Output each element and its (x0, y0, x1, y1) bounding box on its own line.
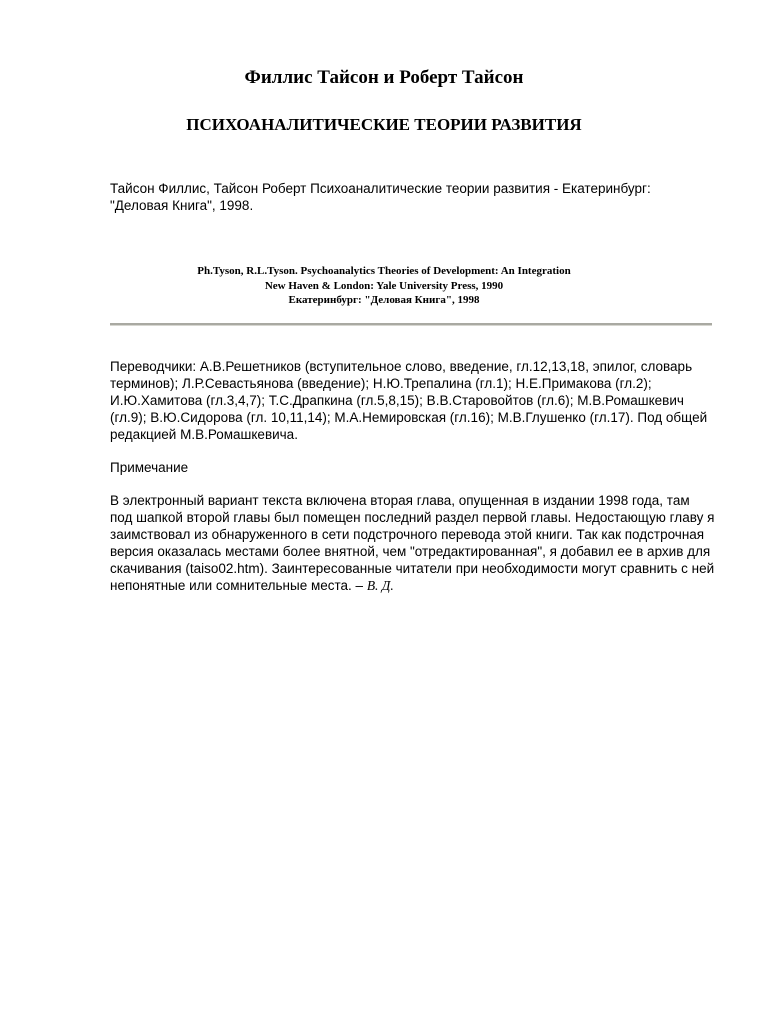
book-title: ПСИХОАНАЛИТИЧЕСКИЕ ТЕОРИИ РАЗВИТИЯ (186, 115, 582, 134)
note-signature: В. Д. (366, 578, 394, 593)
original-edition-line-3: Екатеринбург: "Деловая Книга", 1998 (288, 294, 480, 306)
note-heading: Примечание (110, 460, 189, 475)
bibliographic-citation: Тайсон Филлис, Тайсон Роберт Психоаналитические теории развития - Екатеринбург: "Деловая Книга", 1998. (110, 181, 651, 213)
original-edition-line-2: New Haven & London: Yale University Press, 1990 (264, 279, 504, 292)
note-paragraph (110, 492, 715, 594)
original-edition-info (0, 264, 768, 308)
note-text: В электронный вариант текста включена вторая глава, опущенная в издании 1998 года, там под шапкой второй главы был помещен последний раздел первой главы. Недостающую главу я заимствовал из обнаруженного в сети подстрочного перевода этой книги. Так как подстрочная версия оказалась местами более внятной, чем "отредактированная", я добавил ее в архив для скачивания (taiso02.htm). Заинтересованные читатели при необходимости могут сравнить с ней непонятные или сомнительные места. – (110, 493, 715, 593)
horizontal-divider (110, 323, 712, 326)
original-edition-line-1: Ph.Tyson, R.L.Tyson. Psychoanalytics Theories of Development: An Integration (197, 265, 571, 277)
authors-heading: Филлис Тайсон и Роберт Тайсон (244, 67, 524, 88)
translators-paragraph: Переводчики: А.В.Решетников (вступительное слово, введение, гл.12,13,18, эпилог, словарь терминов); Л.Р.Севастьянова (введение); Н.Ю.Трепалина (гл.1); Н.Е.Примакова (гл.2); И.Ю.Хамитова (гл.3,4,7); Т.С.Драпкина (гл.5,8,15); В.В.Старовойтов (гл.6); М.В.Ромашкевич (гл.9); В.Ю.Сидорова (гл. 10,11,14); М.А.Немировская (гл.16); М.В.Глушенко (гл.17). Под общей редакцией М.В.Ромашкевича. (110, 359, 708, 442)
